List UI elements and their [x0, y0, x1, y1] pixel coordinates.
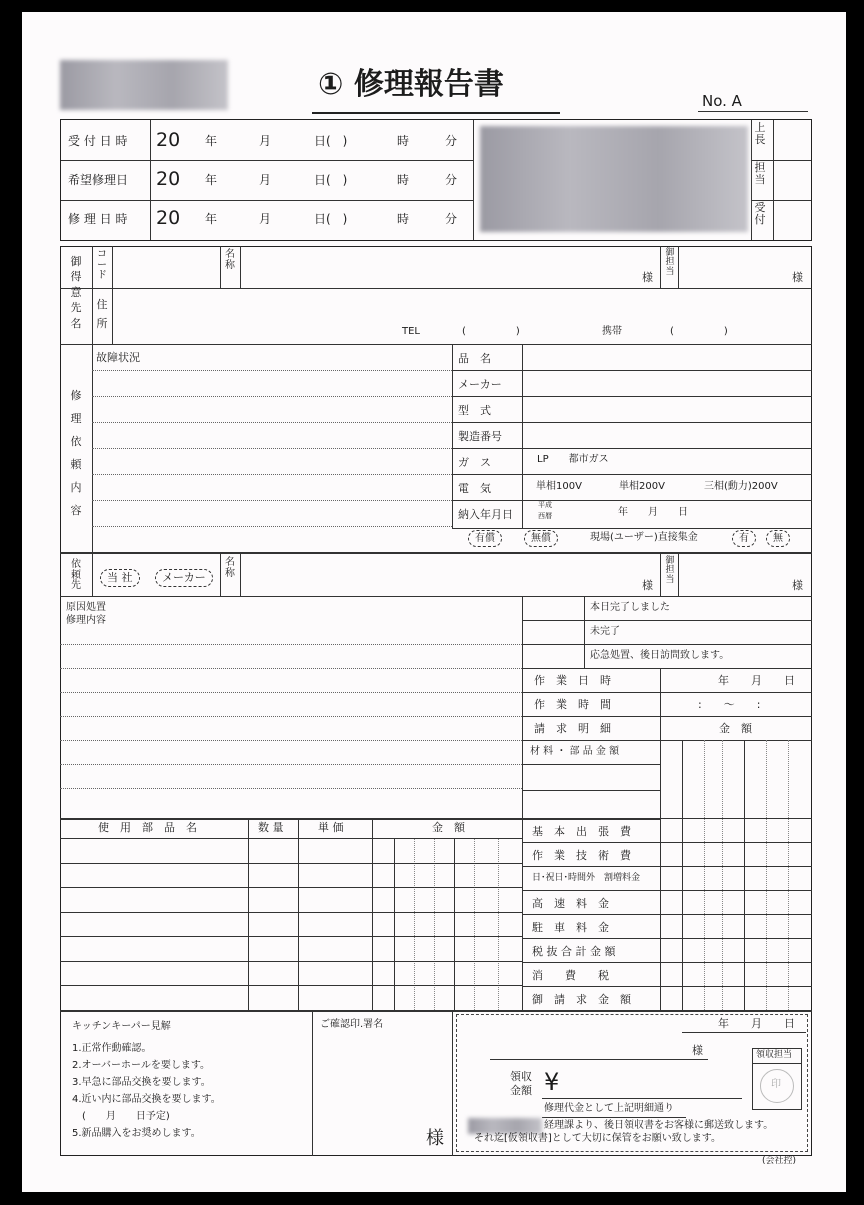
era-heisei: 平成 [538, 501, 552, 509]
mobile-label: 携帯 [602, 326, 622, 337]
table-row [60, 936, 522, 937]
month-unit: 月 [259, 173, 272, 187]
hour-unit: 時 [397, 173, 410, 187]
check-item: 3.早急に部品交換を要します。 [72, 1077, 211, 1088]
era-seireki: 西暦 [538, 512, 552, 520]
charge-label: 消 費 税 [532, 969, 609, 982]
work-time-label: 作 業 時 間 [534, 698, 611, 711]
request-field-label: 型 式 [458, 404, 491, 417]
requester-person-sama: 様 [792, 579, 803, 592]
billing-detail-label: 請 求 明 細 [534, 722, 611, 735]
charge-label: 日･祝日･時間外 割増料金 [532, 873, 641, 883]
header-row-label: 修 理 日 時 [68, 212, 128, 226]
check-item: ( 月 日予定) [72, 1111, 170, 1122]
onsite-no-option[interactable]: 無 [766, 530, 790, 547]
customer-section-label: 御得意先名 [70, 255, 82, 330]
day-unit: 日( ) [314, 134, 348, 148]
customer-person-sama: 様 [792, 271, 803, 284]
month-unit: 月 [259, 134, 272, 148]
header-row-label: 希望修理日 [68, 173, 129, 187]
materials-amount-label: 材 料 ・ 部 品 金 額 [530, 746, 620, 757]
customer-person-label: 御担当 [665, 248, 675, 277]
hour-unit: 時 [397, 134, 410, 148]
table-row [60, 838, 522, 839]
blurred-shop-info [480, 126, 748, 232]
request-field-label: メーカー [458, 378, 502, 391]
serial-no: No. A [702, 92, 742, 110]
header-row-label: 受 付 日 時 [68, 134, 128, 148]
delivery-date-ymd: 年 月 日 [618, 507, 688, 518]
fault-label: 故障状況 [96, 351, 140, 364]
receipt-note-1: 修理代金として上記明細通り [544, 1103, 674, 1114]
month-unit: 月 [259, 212, 272, 226]
title-underline [312, 112, 560, 114]
requester-our-company[interactable]: 当 社 [100, 569, 140, 587]
request-field-label: 製造番号 [458, 430, 502, 443]
requester-label: 依頼先 [71, 559, 81, 591]
table-row [60, 912, 522, 913]
customer-sama: 様 [642, 271, 653, 284]
form-title: ① 修理報告書 [318, 67, 504, 102]
request-field-label: 品 名 [458, 352, 491, 365]
check-item: 5.新品購入をお奨めします。 [72, 1128, 201, 1139]
hour-unit: 時 [397, 212, 410, 226]
charge-label: 作 業 技 術 費 [532, 849, 631, 862]
onsite-collect-label: 現場(ユーザー)直接集金 [590, 532, 698, 543]
year-unit: 年 [205, 173, 218, 187]
seal-mark: 印 [771, 1079, 781, 1090]
parts-header-amount: 金 額 [432, 821, 465, 834]
receipt-sama: 様 [692, 1044, 703, 1057]
receipt-amount-label-1: 領収 [510, 1070, 532, 1083]
charge-label: 基 本 出 張 費 [532, 825, 631, 838]
repair-report-sheet [22, 12, 846, 1192]
gas-options: LP 都市ガス [537, 454, 609, 465]
year-prefix: 20 [156, 168, 181, 190]
status-complete: 本日完了しました [590, 602, 670, 613]
receipt-staff-label: 領収担当 [756, 1050, 793, 1060]
year-unit: 年 [205, 212, 218, 226]
check-item: 2.オーバーホールを要します。 [72, 1060, 211, 1071]
billing-amount-header: 金 額 [719, 722, 752, 735]
work-time-value: : ～ : [698, 698, 761, 711]
requester-maker[interactable]: メーカー [155, 569, 213, 587]
stamp-label-staff: 担当 [754, 161, 766, 186]
check-item: 1.正常作動確認。 [72, 1043, 152, 1054]
onsite-yes-option[interactable]: 有 [732, 530, 756, 547]
address-label: 住所 [96, 298, 108, 330]
name-label: 名称 [225, 249, 235, 271]
stamp-label-reception: 受付 [754, 201, 766, 226]
request-section-label: 修理依頼内容 [70, 389, 82, 518]
blurred-company-logo [60, 60, 228, 110]
requester-person-label: 御担当 [665, 556, 675, 585]
year-prefix: 20 [156, 207, 181, 229]
table-row [60, 887, 522, 888]
receipt-note-2: 経理課より、後日領収書をお客様に郵送致します。 [544, 1120, 774, 1131]
parts-header-name: 使 用 部 品 名 [98, 821, 197, 834]
receipt-note-3: それ迄[仮領収書]として大切に保管をお願い致します。 [474, 1133, 722, 1144]
charge-label: 高 速 料 金 [532, 897, 609, 910]
blurred-receipt-company [468, 1118, 542, 1134]
parts-header-unit-price: 単 価 [318, 821, 344, 834]
minute-unit: 分 [445, 212, 458, 226]
parts-header-qty: 数 量 [258, 821, 284, 834]
elec-opt-3: 三相(動力)200V [704, 481, 778, 492]
company-copy-label: (会社控) [762, 1156, 797, 1166]
mobile-paren: ( ) [670, 326, 728, 337]
paid-option[interactable]: 有償 [468, 530, 502, 547]
status-incomplete: 未完了 [590, 626, 620, 637]
code-label: コード [97, 249, 107, 281]
elec-opt-1: 単相100V [536, 481, 582, 492]
receipt-date: 年 月 日 [718, 1017, 795, 1030]
stamp-label-boss: 上長 [754, 121, 766, 146]
status-emergency: 応急処置、後日訪問致します。 [590, 650, 730, 661]
table-row [60, 985, 522, 986]
charge-label: 御 請 求 金 額 [532, 993, 631, 1006]
repair-content-label: 修理内容 [66, 615, 106, 626]
cause-label: 原因処置 [66, 602, 106, 613]
table-row [60, 863, 522, 864]
charge-label: 税 抜 合 計 金 額 [532, 945, 616, 958]
confirm-sama: 様 [426, 1128, 444, 1149]
request-field-label: 納入年月日 [458, 508, 513, 521]
requester-sama: 様 [642, 579, 653, 592]
free-option[interactable]: 無償 [524, 530, 558, 547]
request-field-label: ガ ス [458, 456, 491, 469]
receipt-amount-label-2: 金額 [510, 1084, 532, 1097]
elec-opt-2: 単相200V [619, 481, 665, 492]
confirm-label: ご確認印.署名 [320, 1019, 384, 1030]
day-unit: 日( ) [314, 212, 348, 226]
tel-label: TEL [402, 326, 420, 337]
table-row [60, 961, 522, 962]
charge-label: 駐 車 料 金 [532, 921, 609, 934]
day-unit: 日( ) [314, 173, 348, 187]
work-date-value: 年 月 日 [718, 674, 795, 687]
requester-name-label: 名称 [225, 557, 235, 579]
minute-unit: 分 [445, 134, 458, 148]
checks-title: キッチンキーパー見解 [72, 1021, 171, 1032]
minute-unit: 分 [445, 173, 458, 187]
tel-paren: ( ) [462, 326, 520, 337]
request-field-label: 電 気 [458, 482, 491, 495]
year-prefix: 20 [156, 129, 181, 151]
work-date-label: 作 業 日 時 [534, 674, 611, 687]
check-item: 4.近い内に部品交換を要します。 [72, 1094, 221, 1105]
year-unit: 年 [205, 134, 218, 148]
yen-sign: ¥ [544, 1068, 560, 1096]
